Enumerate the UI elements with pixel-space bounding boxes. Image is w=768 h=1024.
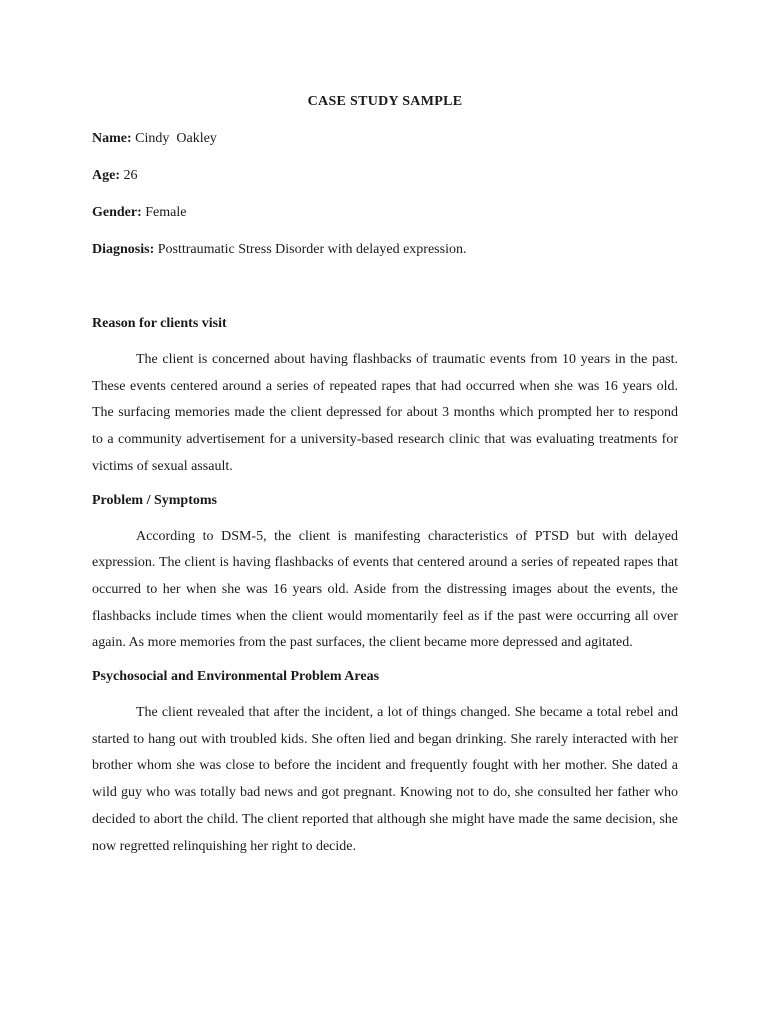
section-paragraph-symptoms: According to DSM-5, the client is manifesting characteristics of PTSD but with delayed expression. The client is having flashbacks of events that centered around a series of repeated rapes that occurred to her when she was 16 years old. Aside from the distressing images about the events, the flashbacks include times when the client would momentarily feel as if the past were occurring all over again. As more memories from the past surfaces, the client became more depressed and agitated. [92,528,678,651]
section-paragraph-psychosocial: The client revealed that after the incident, a lot of things changed. She became a total rebel and started to hang out with troubled kids. She often lied and began drinking. She rarely interacted with her brother whom she was close to before the incident and frequently fought with her mother. She dated a wild guy who was totally bad news and got pregnant. Knowing not to do, she consulted her father who decided to abort the child. The client reported that although she might have made the same decision, she now regretted relinquishing her right to decide. [92,705,678,854]
section-heading-symptoms: Problem / Symptoms [92,492,217,508]
section-heading-psychosocial: Psychosocial and Environmental Problem Areas [92,669,380,685]
field-name [92,129,678,149]
field-gender-value: Female [145,205,187,220]
field-name-value: Cindy Oakley [135,131,217,146]
document-page [92,92,678,870]
field-age-label: Age: [92,168,120,183]
field-gender [92,203,678,223]
field-diagnosis-label: Diagnosis: [92,242,155,257]
document-title: CASE STUDY SAMPLE [307,94,463,109]
section-paragraph-reason: The client is concerned about having flashbacks of traumatic events from 10 years in the past. These events centered around a series of repeated rapes that had occurred when she was 16 years old. The surfacing memories made the client depressed for about 3 months which prompted her to respond to a community advertisement for a university-based research clinic that was evaluating treatments for victims of sexual assault. [92,352,678,474]
field-age [92,166,678,186]
field-diagnosis [92,240,678,260]
field-gender-label: Gender: [92,205,142,220]
section-heading-reason: Reason for clients visit [92,316,227,331]
field-name-label: Name: [92,131,132,146]
field-diagnosis-value: Posttraumatic Stress Disorder with delayed expression. [157,242,467,257]
section-spacer [92,277,678,314]
field-age-value: 26 [123,168,138,183]
